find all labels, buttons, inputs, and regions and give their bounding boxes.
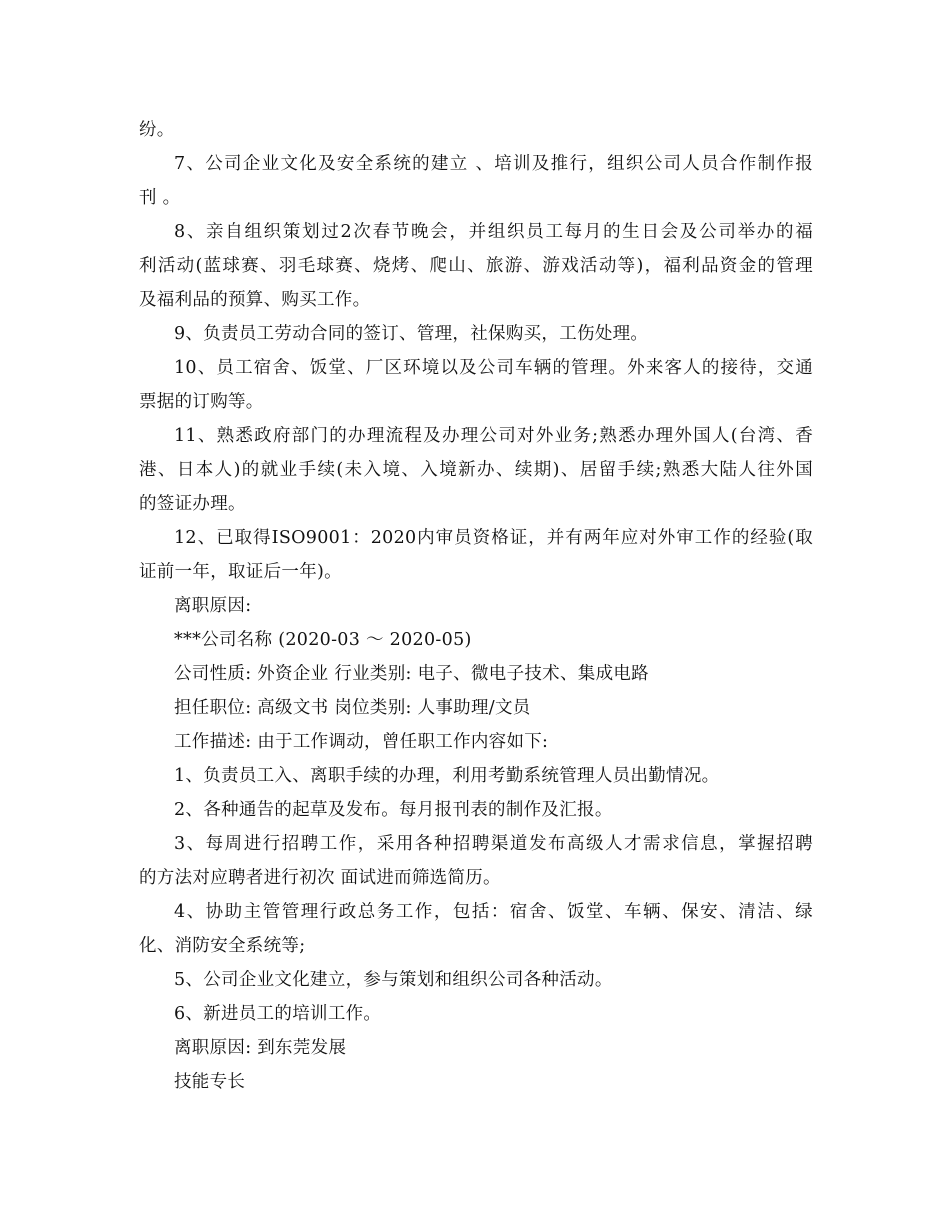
document-line: 离职原因: 到东莞发展 (174, 1038, 347, 1058)
document-line: 1、负责员工入、离职手续的办理，利用考勤系统管理人员出勤情况。 (174, 766, 720, 786)
document-line: 11、熟悉政府部门的办理流程及办理公司对外业务;熟悉办理外国人(台湾、香 (174, 426, 813, 446)
document-line: 离职原因: (174, 596, 252, 616)
document-line: 12、已取得ISO9001：2020内审员资格证，并有两年应对外审工作的经验(取 (174, 528, 813, 548)
document-line: 10、员工宿舍、饭堂、厂区环境以及公司车辆的管理。外来客人的接待，交通 (174, 358, 813, 378)
document-line: 化、消防安全系统等; (139, 936, 306, 956)
document-line: 9、负责员工劳动合同的签订、管理，社保购买，工伤处理。 (174, 324, 649, 344)
document-line: 6、新进员工的培训工作。 (174, 1004, 382, 1024)
document-line: 7、公司企业文化及安全系统的建立 、培训及推行，组织公司人员合作制作报 (174, 154, 813, 174)
document-line: 的签证办理。 (139, 494, 246, 514)
document-line: 纷。 (139, 120, 175, 140)
document-line: 2、各种通告的起草及发布。每月报刊表的制作及汇报。 (174, 800, 613, 820)
document-line: 利活动(蓝球赛、羽毛球赛、烧烤、爬山、旅游、游戏活动等)，福利品资金的管理 (139, 256, 813, 276)
document-line: 工作描述: 由于工作调动，曾任职工作内容如下: (174, 732, 549, 752)
document-line: 的方法对应聘者进行初次 面试进而筛选简历。 (139, 868, 501, 888)
document-body (139, 113, 813, 1099)
document-line: ***公司名称 (2020-03 ～ 2020-05) (174, 630, 472, 650)
document-line: 刊 。 (139, 188, 181, 208)
document-line: 证前一年，取证后一年)。 (139, 562, 342, 582)
document-line: 8、亲自组织策划过2次春节晚会，并组织员工每月的生日会及公司举办的福 (174, 222, 813, 242)
document-line: 及福利品的预算、购买工作。 (139, 290, 371, 310)
document-line: 公司性质: 外资企业 行业类别: 电子、微电子技术、集成电路 (174, 664, 649, 684)
document-line: 技能专长 (174, 1072, 246, 1092)
document-line: 4、协助主管管理行政总务工作，包括：宿舍、饭堂、车辆、保安、清洁、绿 (174, 902, 813, 922)
document-line: 5、公司企业文化建立，参与策划和组织公司各种活动。 (174, 970, 613, 990)
document-line: 担任职位: 高级文书 岗位类别: 人事助理/文员 (174, 698, 531, 718)
document-line: 3、每周进行招聘工作，采用各种招聘渠道发布高级人才需求信息，掌握招聘 (174, 834, 813, 854)
document-line: 票据的订购等。 (139, 392, 264, 412)
document-line: 港、日本人)的就业手续(未入境、入境新办、续期)、居留手续;熟悉大陆人往外国 (139, 460, 813, 480)
